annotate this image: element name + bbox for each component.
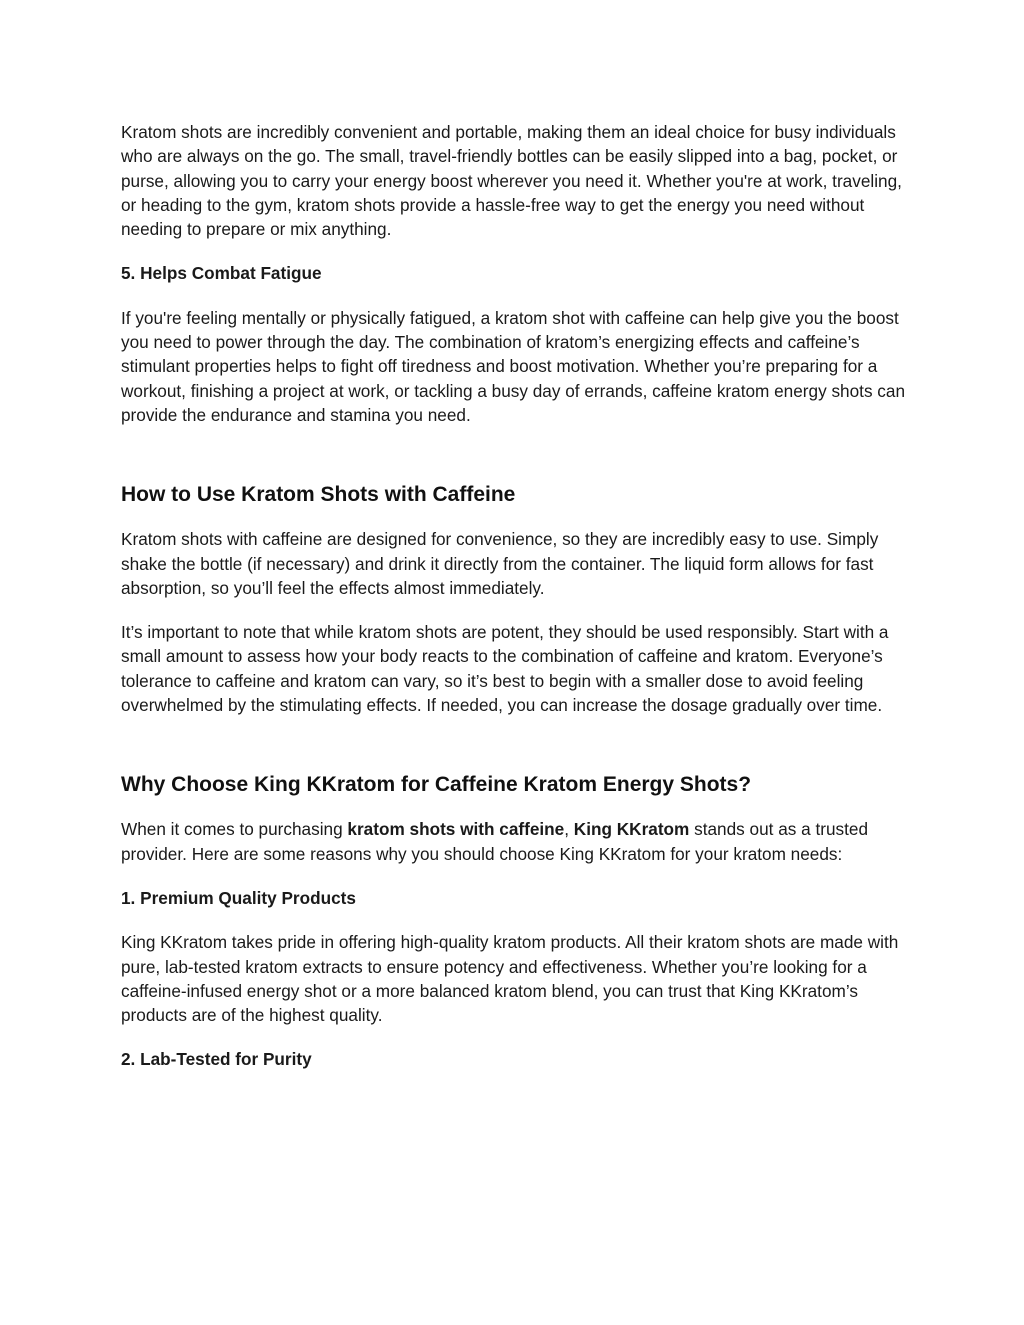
- why-choose-suffix: stands out as a trusted provider. Here are some reasons why you should choose King KKratom for your kratom needs:: [121, 819, 869, 864]
- paragraph-fatigue: If you're feeling mentally or physically fatigued, a kratom shot with caffeine can help give you the boost you need to power through the day. The combination of kratom’s energizing effects and caffeine’s stimulant properties helps to fight off tiredness and boost motivation. Whether you’re preparing for a workout, finishing a project at work, or tackling a busy day of errands, caffeine kratom energy shots can provide the endurance and stamina you need.: [121, 307, 906, 425]
- subheading-lab-tested: 2. Lab-Tested for Purity: [121, 1049, 312, 1070]
- paragraph-how-to-use-2: It’s important to note that while kratom shots are potent, they should be used responsibly. Start with a small amount to assess how your body reacts to the combination of caffeine and kratom. Everyone’s tolerance to caffeine and kratom can vary, so it’s best to begin with a smaller dose to avoid feeling overwhelmed by the stimulating effects. If needed, you can increase the dosage gradually over time.: [121, 622, 889, 716]
- why-choose-prefix: When it comes to purchasing: [121, 819, 348, 840]
- paragraph-how-to-use-1: Kratom shots with caffeine are designed for convenience, so they are incredibly easy to use. Simply shake the bottle (if necessary) and drink it directly from the container. The liquid form allows for fast absorption, so you’ll feel the effects almost immediately.: [121, 529, 879, 598]
- why-choose-bold-brand: King KKratom: [573, 819, 690, 840]
- subheading-helps-combat-fatigue: 5. Helps Combat Fatigue: [121, 263, 322, 284]
- document-body: [121, 120, 911, 1092]
- why-choose-comma: ,: [564, 819, 574, 840]
- paragraph-premium-quality: King KKratom takes pride in offering high-quality kratom products. All their kratom shots are made with pure, lab-tested kratom extracts to ensure potency and effectiveness. Whether you’re looking for a caffeine-infused energy shot or a more balanced kratom blend, you can trust that King KKratom’s products are of the highest quality.: [121, 932, 899, 1026]
- heading-how-to-use: How to Use Kratom Shots with Caffeine: [121, 483, 516, 507]
- why-choose-bold-product: kratom shots with caffeine: [347, 819, 565, 840]
- heading-why-choose: Why Choose King KKratom for Caffeine Kratom Energy Shots?: [121, 773, 752, 797]
- paragraph-why-choose: [121, 817, 911, 866]
- subheading-premium-quality: 1. Premium Quality Products: [121, 887, 356, 908]
- paragraph-intro: Kratom shots are incredibly convenient and portable, making them an ideal choice for busy individuals who are always on the go. The small, travel-friendly bottles can be easily slipped into a bag, pocket, or purse, allowing you to carry your energy boost wherever you need it. Whether you're at work, traveling, or heading to the gym, kratom shots provide a hassle-free way to get the energy you need without needing to prepare or mix anything.: [121, 122, 902, 240]
